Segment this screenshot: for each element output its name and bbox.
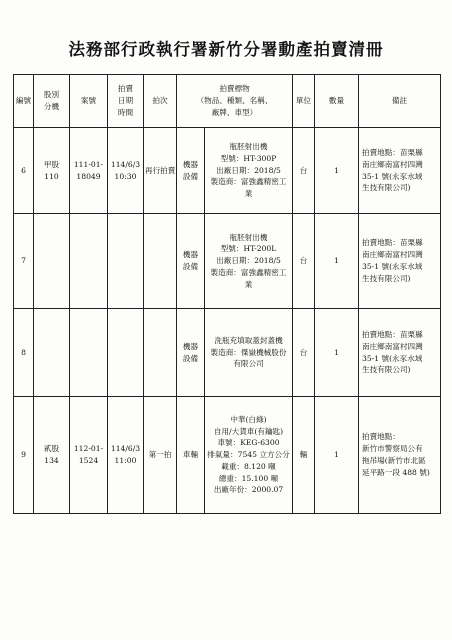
header-branch [34,75,70,128]
case-line: 18049 [76,171,101,181]
branch-line: 110 [44,171,59,181]
cell-qty [315,309,359,397]
item-line: 中華(白綠) [230,414,267,424]
remarks-line: 南庄鄉南富村四灣 [362,250,423,260]
item-line: 出廠日期：2018/5 [216,165,281,175]
cell-datetime [108,128,144,214]
header-item [177,75,293,128]
item-line: 製造商：富強鑫精密工 [210,267,287,277]
item-line: 瓶胚射出機 [229,232,268,242]
remarks-line: 南庄鄉南富村四灣 [362,159,423,169]
remarks-line: 拍賣地點：苗栗縣 [362,329,423,339]
header-datetime-line: 拍賣 [117,84,134,94]
auction-table [13,74,441,514]
cell-case [70,397,108,514]
remarks-line: 生技有限公司) [362,183,411,193]
remarks-line: 35-1 號(永豕水域 [362,171,423,181]
cell-round [144,128,177,214]
branch-line: 134 [44,456,59,465]
cell-qty [315,128,359,214]
cell-category [177,128,205,214]
case-line: 1524 [78,456,99,465]
cell-round [144,214,177,309]
category-line: 車輛 [182,450,199,460]
cell-branch [34,309,70,397]
item-line: 出廠日期：2018/5 [216,256,281,266]
header-item-line: （物品、種類、名稱、 [196,96,273,106]
remarks-line: 拖吊場(新竹市北區 [362,456,426,465]
remarks-line: 拍賣地點： [362,432,400,442]
remarks-line: 延平路一段 488 號) [362,467,430,477]
cell-datetime [108,214,144,309]
remarks-line: 南庄鄉南富村四灣 [362,341,423,351]
header-qty [315,75,359,128]
branch-line: 貳股 [43,444,60,454]
category-line: 設備 [182,171,199,181]
header-datetime [108,75,144,128]
header-no-text: 編號 [15,96,32,106]
qty-text: 1 [334,450,339,460]
header-datetime-line: 時間 [117,107,134,117]
cell-no [14,128,34,214]
category-line: 機器 [182,159,199,169]
item-line: 製造商：富強鑫精密工 [210,177,287,187]
cell-item [205,128,293,214]
remarks-line: 拍賣地點：苗栗縣 [362,147,423,157]
datetime-line: 10:30 [114,171,137,181]
cell-unit [293,397,315,514]
case-line: 112-01- [73,444,104,454]
item-line: 業 [244,279,253,289]
item-line: 載重：8.120 噸 [221,461,276,471]
header-datetime-line: 日期 [117,96,134,106]
remarks-line: 35-1 號(永豕水域 [362,353,423,363]
table-row [14,397,441,514]
item-line: 業 [244,189,253,199]
cell-case [70,128,108,214]
unit-text: 台 [299,165,308,175]
cell-remarks [359,214,441,309]
header-branch-line: 股別 [43,90,60,100]
item-line: 型號：HT-200L [220,244,277,254]
cell-qty [315,397,359,514]
row-number: 8 [21,347,26,357]
table-row [14,128,441,214]
cell-qty [315,214,359,309]
header-round-text: 拍次 [152,96,168,106]
cell-remarks [359,128,441,214]
cell-no [14,214,34,309]
cell-no [14,397,34,514]
header-row [14,75,441,128]
item-line: 總重：15.100 噸 [218,473,279,483]
cell-item [205,397,293,514]
datetime-line: 114/6/3 [110,159,141,169]
unit-text: 台 [299,256,308,266]
cell-unit [293,309,315,397]
remarks-line: 新竹市警察局公有 [362,444,423,454]
category-line: 機器 [182,250,199,260]
cell-category [177,397,205,514]
header-qty-text: 數量 [328,96,345,106]
row-number: 9 [21,450,26,460]
cell-item [205,214,293,309]
header-remarks [359,75,441,128]
document-title: 法務部行政執行署新竹分署動產拍賣清冊 [68,40,384,59]
header-item-line: 拍賣標物 [219,84,250,94]
datetime-line: 11:00 [114,456,137,465]
table-row [14,309,441,397]
item-line: 出廠年份：2000.07 [213,485,284,495]
header-branch-line: 分機 [43,102,60,111]
cell-branch [34,397,70,514]
header-unit [293,75,315,128]
header-no [14,75,34,128]
cell-item [205,309,293,397]
cell-remarks [359,397,441,514]
cell-case [70,214,108,309]
category-line: 機器 [182,341,199,351]
unit-text: 輛 [299,450,308,460]
cell-unit [293,128,315,214]
row-number: 7 [21,256,26,266]
cell-datetime [108,397,144,514]
item-line: 自用/大貨車(有鑰匙) [213,426,284,436]
header-item-line: 廠牌、車型） [211,107,258,117]
item-line: 有限公司 [233,359,264,369]
row-number: 6 [21,165,26,175]
item-line: 車號：KEG-6300 [217,438,280,448]
header-remarks-text: 備註 [391,96,408,106]
header-case-text: 案號 [80,96,97,106]
remarks-line: 拍賣地點：苗栗縣 [362,238,423,248]
cell-datetime [108,309,144,397]
round-text: 第一拍 [148,450,172,460]
cell-round [144,309,177,397]
cell-unit [293,214,315,309]
remarks-line: 生技有限公司) [362,365,411,375]
header-round [144,75,177,128]
item-line: 型號：HT-300P [220,153,277,163]
case-line: 111-01- [73,159,104,169]
remarks-line: 35-1 號(永豕水域 [362,262,423,271]
item-line: 製造商：傑嶽機械股份 [210,347,287,357]
item-line: 瓶胚射出機 [229,142,268,152]
cell-no [14,309,34,397]
header-case [70,75,108,128]
item-line: 洗瓶充填取蓋封蓋機 [214,335,283,345]
category-line: 設備 [182,353,199,363]
unit-text: 台 [299,347,308,357]
table-row [14,214,441,309]
cell-round [144,397,177,514]
header-unit-text: 單位 [295,96,312,106]
cell-branch [34,128,70,214]
item-line: 排氣量：7545 立方公分 [207,450,290,460]
qty-text: 1 [334,347,339,357]
branch-line: 甲股 [43,159,60,169]
round-text: 再行拍賣 [145,165,176,175]
datetime-line: 114/6/3 [110,444,141,454]
cell-remarks [359,309,441,397]
cell-category [177,214,205,309]
remarks-line: 生技有限公司) [362,273,411,283]
cell-branch [34,214,70,309]
qty-text: 1 [334,256,339,266]
qty-text: 1 [334,165,339,175]
cell-category [177,309,205,397]
category-line: 設備 [182,262,199,271]
cell-case [70,309,108,397]
